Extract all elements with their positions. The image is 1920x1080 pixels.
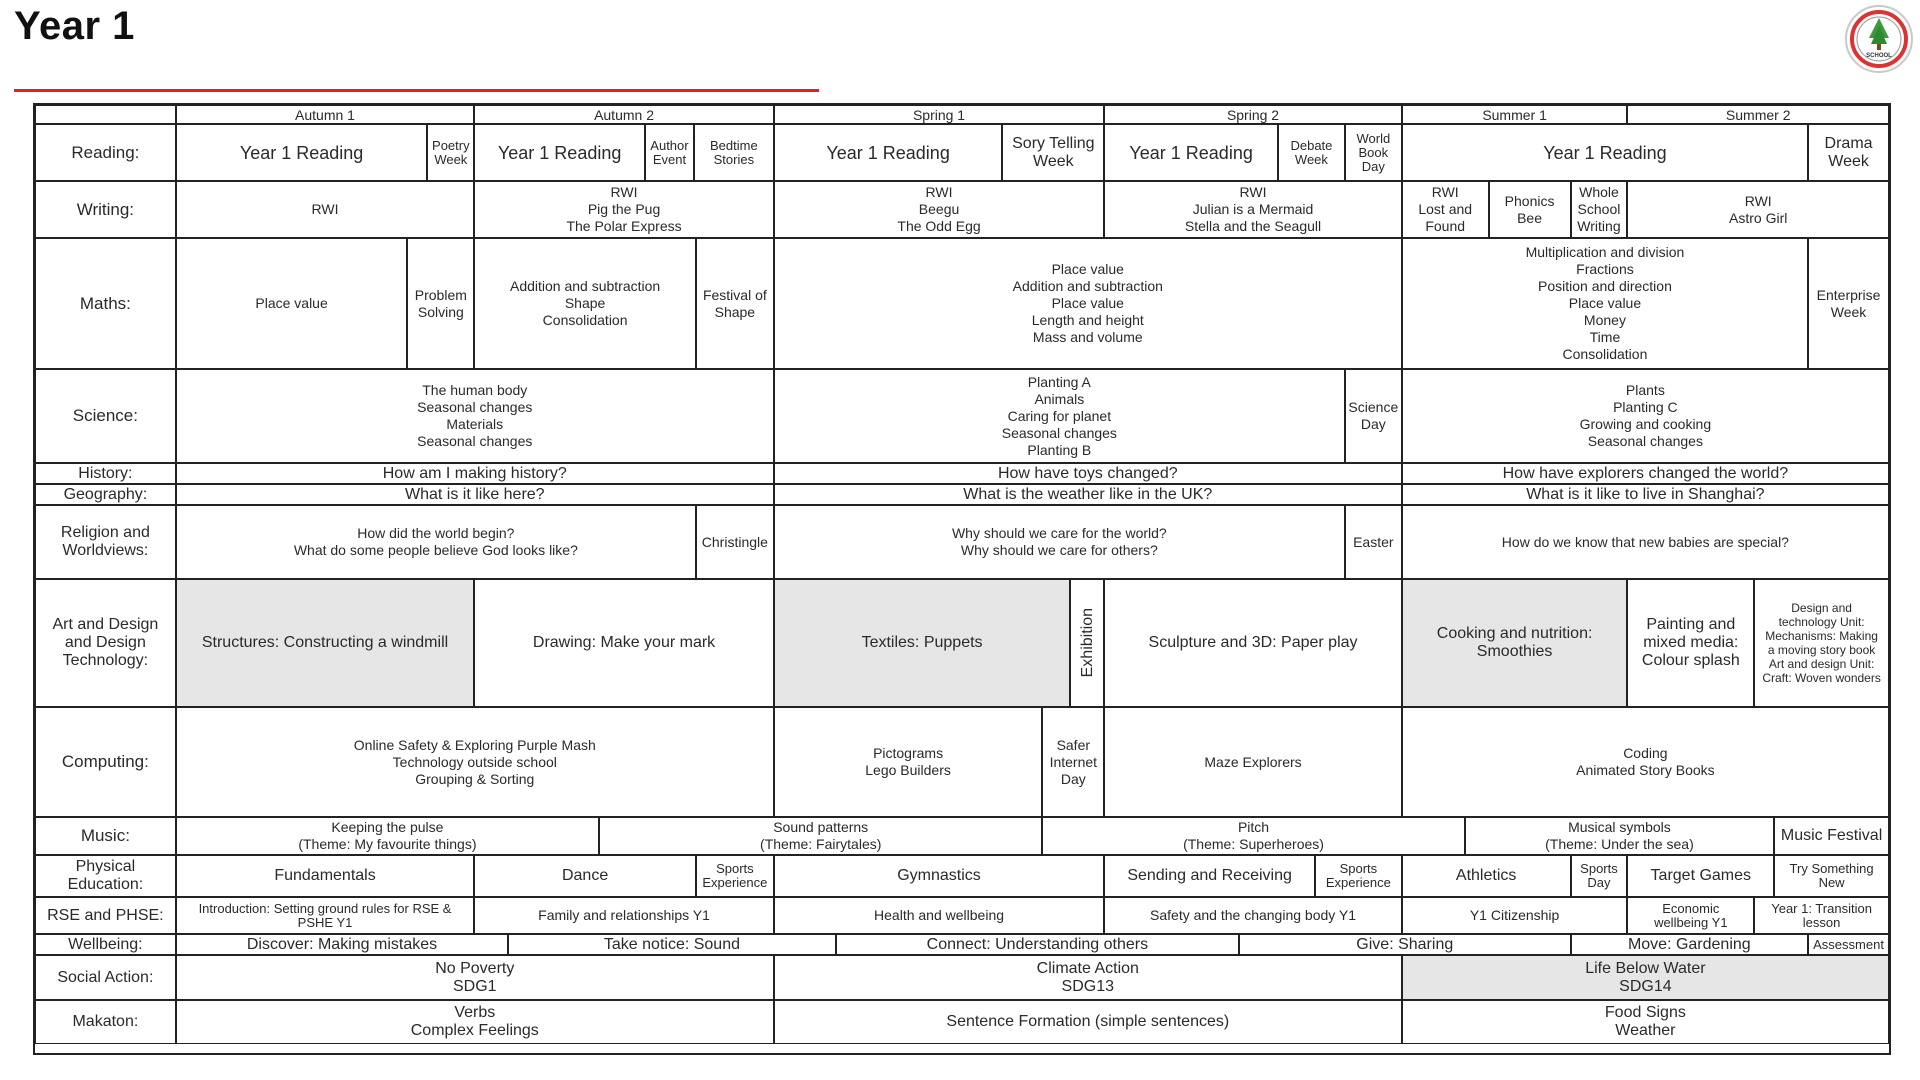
cell: Whole School Writing [1571,181,1628,238]
cell: Phonics Bee [1489,181,1571,238]
row-label-maths: Maths: [35,238,176,369]
cell: Year 1 Reading [1104,124,1278,181]
cell: How have toys changed? [774,463,1402,484]
cell: Why should we care for the world? Why should we care for others? [774,505,1345,579]
cell: RWI Beegu The Odd Egg [774,181,1104,238]
cell: The human body Seasonal changes Materials Seasonal changes [176,369,774,463]
cell: Plants Planting C Growing and cooking Seasonal changes [1402,369,1889,463]
exhibition-label: Exhibition [1078,608,1096,678]
cell: Textiles: Puppets [774,579,1071,707]
cell: Musical symbols (Theme: Under the sea) [1465,817,1775,855]
term-header-autumn1: Autumn 1 [176,105,475,124]
row-label-reading: Reading: [35,124,176,181]
cell: Sports Day [1571,855,1628,897]
cell: What is the weather like in the UK? [774,484,1402,505]
cell: Sending and Receiving [1104,855,1315,897]
cell: Sports Experience [696,855,774,897]
row-label-writing: Writing: [35,181,176,238]
cell: Place value [176,238,408,369]
cell: Health and wellbeing [774,897,1104,934]
cell: Design and technology Unit: Mechanisms: Making a moving story book Art and design Unit: Craft: Woven wonders [1754,579,1889,707]
cell: Pitch (Theme: Superheroes) [1042,817,1464,855]
cell: Drawing: Make your mark [474,579,774,707]
cell: Keeping the pulse (Theme: My favourite things) [176,817,599,855]
row-label-religion: Religion and Worldviews: [35,505,176,579]
cell: Life Below Water SDG14 [1402,955,1889,1000]
row-label-science: Science: [35,369,176,463]
cell: How am I making history? [176,463,774,484]
cell: Assessment [1808,934,1889,955]
term-header-spring1: Spring 1 [774,105,1104,124]
cell: Give: Sharing [1239,934,1570,955]
cell: How do we know that new babies are special? [1402,505,1889,579]
cell: Problem Solving [407,238,474,369]
cell: Fundamentals [176,855,475,897]
cell: Climate Action SDG13 [774,955,1402,1000]
cell: Enterprise Week [1808,238,1889,369]
row-label-pe: Physical Education: [35,855,176,897]
cell: Year 1 Reading [774,124,1003,181]
cell-exhibition [1070,579,1104,707]
cell: Y1 Citizenship [1402,897,1628,934]
cell: Target Games [1627,855,1774,897]
cell: Christingle [696,505,774,579]
row-label-makaton: Makaton: [35,1000,176,1044]
cell: Sculpture and 3D: Paper play [1104,579,1402,707]
cell: Maze Explorers [1104,707,1402,817]
cell: Coding Animated Story Books [1402,707,1889,817]
logo-text: SCHOOL [1866,53,1892,59]
cell: Family and relationships Y1 [474,897,774,934]
row-label-history: History: [35,463,176,484]
cell: What is it like here? [176,484,774,505]
cell: Drama Week [1808,124,1889,181]
cell: Food Signs Weather [1402,1000,1889,1044]
cell: Sentence Formation (simple sentences) [774,1000,1402,1044]
row-label-music: Music: [35,817,176,855]
cell: Author Event [645,124,694,181]
cell: RWI Julian is a Mermaid Stella and the Seagull [1104,181,1402,238]
cell: RWI Pig the Pug The Polar Express [474,181,774,238]
row-label-rse-phse: RSE and PHSE: [35,897,176,934]
cell: RWI [176,181,475,238]
curriculum-table [33,103,1891,1055]
term-header-summer2: Summer 2 [1627,105,1889,124]
cell: Pictograms Lego Builders [774,707,1043,817]
cell: Painting and mixed media: Colour splash [1627,579,1754,707]
cell: Science Day [1345,369,1402,463]
cell: Try Something New [1774,855,1889,897]
cell: Planting A Animals Caring for planet Seasonal changes Planting B [774,369,1345,463]
cell: Year 1 Reading [176,124,428,181]
cell: Safer Internet Day [1042,707,1104,817]
cell: Gymnastics [774,855,1104,897]
cell: Safety and the changing body Y1 [1104,897,1402,934]
title-underline [14,89,819,92]
cell: Year 1 Reading [474,124,645,181]
term-header-autumn2: Autumn 2 [474,105,774,124]
cell: Sound patterns (Theme: Fairytales) [599,817,1042,855]
school-crest-icon [1844,4,1914,74]
cell: Connect: Understanding others [836,934,1239,955]
cell: World Book Day [1345,124,1402,181]
cell: Festival of Shape [696,238,774,369]
cell: RWI Lost and Found [1402,181,1489,238]
cell: Introduction: Setting ground rules for RSE & PSHE Y1 [176,897,475,934]
cell: Debate Week [1278,124,1345,181]
cell: Sory Telling Week [1002,124,1104,181]
cell: Addition and subtraction Shape Consolidation [474,238,696,369]
cell: Music Festival [1774,817,1889,855]
cell: Year 1 Reading [1402,124,1808,181]
cell: Online Safety & Exploring Purple Mash Technology outside school Grouping & Sorting [176,707,774,817]
cell: Take notice: Sound [508,934,835,955]
cell: No Poverty SDG1 [176,955,774,1000]
cell: Bedtime Stories [694,124,774,181]
cell: Sports Experience [1315,855,1402,897]
row-label-social-action: Social Action: [35,955,176,1000]
cell: Verbs Complex Feelings [176,1000,774,1044]
cell: Multiplication and division Fractions Position and direction Place value Money Time Consolidation [1402,238,1808,369]
cell: Move: Gardening [1571,934,1809,955]
cell: What is it like to live in Shanghai? [1402,484,1889,505]
cell: Poetry Week [427,124,474,181]
row-label-computing: Computing: [35,707,176,817]
cell: Structures: Constructing a windmill [176,579,475,707]
cell: Cooking and nutrition: Smoothies [1402,579,1628,707]
cell: Economic wellbeing Y1 [1627,897,1754,934]
term-header-spring2: Spring 2 [1104,105,1402,124]
cell: How have explorers changed the world? [1402,463,1889,484]
cell: Year 1: Transition lesson [1754,897,1889,934]
cell: Easter [1345,505,1402,579]
cell: RWI Astro Girl [1627,181,1889,238]
header-blank [35,105,176,124]
cell: How did the world begin? What do some people believe God looks like? [176,505,696,579]
term-header-summer1: Summer 1 [1402,105,1628,124]
cell: Athletics [1402,855,1571,897]
row-label-art-dt: Art and Design and Design Technology: [35,579,176,707]
cell: Place value Addition and subtraction Place value Length and height Mass and volume [774,238,1402,369]
cell: Dance [474,855,696,897]
page-title: Year 1 [14,4,135,48]
row-label-wellbeing: Wellbeing: [35,934,176,955]
row-label-geography: Geography: [35,484,176,505]
cell: Discover: Making mistakes [176,934,508,955]
